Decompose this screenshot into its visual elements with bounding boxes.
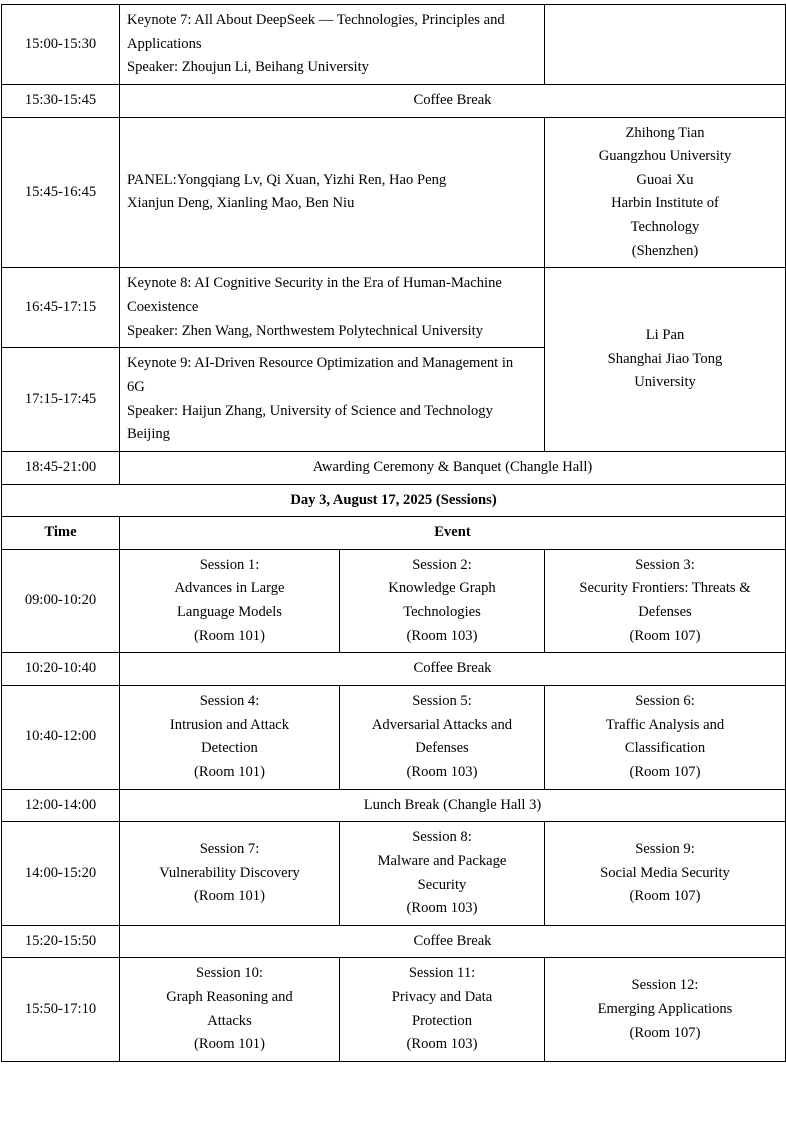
text-line: Session 9: bbox=[635, 841, 695, 858]
text-line: PANEL:Yongqiang Lv, Qi Xuan, Yizhi Ren, Hao Peng bbox=[127, 171, 447, 188]
break-label: Coffee Break bbox=[413, 932, 492, 949]
text-line: Advances in Large bbox=[174, 580, 285, 597]
column-header-event-label: Event bbox=[434, 524, 471, 541]
text-line: (Room 101) bbox=[194, 627, 265, 644]
session-cell bbox=[340, 958, 545, 1062]
table-row bbox=[2, 925, 786, 958]
time-cell bbox=[2, 84, 120, 117]
text-line: Shanghai Jiao Tong bbox=[607, 350, 723, 367]
time-label: 15:30-15:45 bbox=[24, 91, 97, 108]
time-label: 15:50-17:10 bbox=[24, 1000, 97, 1017]
text-line: Beijing bbox=[127, 426, 170, 443]
text-line: Security bbox=[417, 876, 467, 893]
text-line: (Room 101) bbox=[194, 763, 265, 780]
text-line: Session 1: bbox=[199, 556, 260, 573]
text-line: Graph Reasoning and bbox=[166, 989, 293, 1006]
text-line: Speaker: Haijun Zhang, University of Science and Technology bbox=[127, 402, 493, 419]
session-text bbox=[340, 686, 544, 789]
table-row bbox=[2, 958, 786, 1062]
text-line: (Room 107) bbox=[629, 627, 701, 644]
table-row bbox=[2, 5, 786, 85]
session-text bbox=[545, 966, 785, 1053]
table-row bbox=[2, 484, 786, 517]
text-line: Session 12: bbox=[631, 977, 699, 994]
time-cell bbox=[2, 5, 120, 85]
text-line: Security Frontiers: Threats & bbox=[579, 580, 751, 597]
keynote-89-chair-text bbox=[545, 320, 785, 399]
text-line: (Room 107) bbox=[629, 888, 701, 905]
time-cell bbox=[2, 451, 120, 484]
session-cell bbox=[340, 686, 545, 790]
text-line: Traffic Analysis and bbox=[605, 716, 725, 733]
table-header-row bbox=[2, 517, 786, 550]
text-line: Zhihong Tian bbox=[625, 124, 705, 141]
session-cell bbox=[545, 686, 786, 790]
text-line: Session 5: bbox=[412, 693, 472, 710]
text-line: Session 2: bbox=[412, 556, 472, 573]
text-line: Social Media Security bbox=[600, 864, 730, 881]
text-line: (Room 103) bbox=[406, 1036, 478, 1053]
text-line: Defenses bbox=[415, 740, 469, 757]
time-cell bbox=[2, 789, 120, 822]
column-header-time-label: Time bbox=[44, 524, 77, 541]
text-line: Harbin Institute of bbox=[611, 195, 719, 212]
session-cell bbox=[545, 958, 786, 1062]
text-line: Privacy and Data bbox=[391, 989, 493, 1006]
text-line: (Room 101) bbox=[194, 888, 265, 905]
session-cell bbox=[120, 686, 340, 790]
text-line: Keynote 7: All About DeepSeek — Technologies, Principles and bbox=[127, 12, 505, 28]
table-row bbox=[2, 822, 786, 926]
chair-empty bbox=[545, 29, 785, 61]
time-label: 15:45-16:45 bbox=[24, 183, 97, 200]
text-line: Session 3: bbox=[635, 556, 695, 573]
text-line: (Room 101) bbox=[194, 1036, 265, 1053]
chair-cell bbox=[545, 5, 786, 85]
time-cell bbox=[2, 653, 120, 686]
session-text bbox=[545, 686, 785, 789]
break-cell bbox=[120, 653, 786, 686]
session-cell bbox=[120, 958, 340, 1062]
table-row bbox=[2, 789, 786, 822]
panel-chair-text bbox=[545, 118, 785, 268]
text-line: Adversarial Attacks and bbox=[371, 716, 513, 733]
text-line: Session 6: bbox=[635, 693, 695, 710]
keynote-9-text bbox=[120, 348, 544, 451]
text-line: Keynote 9: AI-Driven Resource Optimization and Management in bbox=[127, 355, 514, 372]
column-header-event bbox=[120, 517, 786, 550]
time-cell bbox=[2, 348, 120, 452]
table-row bbox=[2, 451, 786, 484]
session-text bbox=[120, 958, 339, 1061]
conference-schedule-table bbox=[1, 4, 786, 1062]
event-cell bbox=[120, 5, 545, 85]
table-row bbox=[2, 686, 786, 790]
text-line: Emerging Applications bbox=[597, 1000, 733, 1017]
time-cell bbox=[2, 117, 120, 268]
time-label: 10:20-10:40 bbox=[24, 660, 97, 677]
text-line: Technology bbox=[630, 219, 700, 236]
time-label: 09:00-10:20 bbox=[24, 592, 97, 609]
day3-title: Day 3, August 17, 2025 (Sessions) bbox=[290, 491, 497, 508]
event-cell bbox=[120, 348, 545, 452]
text-line: Intrusion and Attack bbox=[169, 716, 290, 733]
text-line: Technologies bbox=[403, 604, 481, 621]
text-line: Classification bbox=[624, 740, 706, 757]
text-line: Keynote 8: AI Cognitive Security in the Era of Human-Machine bbox=[127, 275, 502, 292]
chair-cell bbox=[545, 117, 786, 268]
text-line: Detection bbox=[201, 740, 258, 757]
keynote-7-text bbox=[120, 5, 544, 84]
text-line: Xianjun Deng, Xianling Mao, Ben Niu bbox=[127, 195, 355, 212]
table-row bbox=[2, 84, 786, 117]
table-row bbox=[2, 549, 786, 653]
text-line: Attacks bbox=[207, 1012, 252, 1029]
text-line: Vulnerability Discovery bbox=[159, 864, 300, 881]
time-label: 17:15-17:45 bbox=[24, 390, 97, 407]
time-cell bbox=[2, 549, 120, 653]
text-line: Guangzhou University bbox=[598, 148, 732, 165]
text-line: Session 8: bbox=[412, 829, 472, 846]
text-line: Defenses bbox=[638, 604, 692, 621]
text-line: University bbox=[634, 374, 696, 391]
session-cell bbox=[545, 822, 786, 926]
text-line: Applications bbox=[127, 35, 202, 52]
day3-title-cell bbox=[2, 484, 786, 517]
table-row bbox=[2, 653, 786, 686]
keynote-8-text bbox=[120, 268, 544, 347]
column-header-time bbox=[2, 517, 120, 550]
session-text bbox=[120, 550, 339, 653]
break-label: Lunch Break (Changle Hall 3) bbox=[363, 796, 542, 813]
time-cell bbox=[2, 925, 120, 958]
text-line: (Room 107) bbox=[629, 1024, 701, 1041]
text-line: Malware and Package bbox=[377, 852, 507, 869]
time-label: 15:20-15:50 bbox=[24, 932, 97, 949]
text-line: Language Models bbox=[177, 604, 282, 621]
time-label: 18:45-21:00 bbox=[24, 458, 97, 475]
text-line: Speaker: Zhoujun Li, Beihang University bbox=[127, 59, 369, 76]
time-cell bbox=[2, 958, 120, 1062]
time-cell bbox=[2, 268, 120, 348]
banquet-cell bbox=[120, 451, 786, 484]
time-cell bbox=[2, 822, 120, 926]
table-row bbox=[2, 268, 786, 348]
session-text bbox=[120, 686, 339, 789]
session-cell bbox=[340, 822, 545, 926]
break-cell bbox=[120, 925, 786, 958]
session-text bbox=[545, 830, 785, 917]
text-line: (Shenzhen) bbox=[631, 242, 699, 259]
time-label: 14:00-15:20 bbox=[24, 864, 97, 881]
text-line: Guoai Xu bbox=[636, 171, 694, 188]
text-line: Coexistence bbox=[127, 299, 199, 316]
time-label: 16:45-17:15 bbox=[24, 299, 97, 316]
text-line: Protection bbox=[412, 1012, 472, 1029]
event-cell bbox=[120, 268, 545, 348]
time-label: 15:00-15:30 bbox=[24, 35, 97, 52]
text-line: Session 10: bbox=[196, 965, 263, 982]
text-line: (Room 103) bbox=[406, 763, 478, 780]
text-line: (Room 107) bbox=[629, 763, 701, 780]
session-text bbox=[340, 550, 544, 653]
session-text bbox=[340, 822, 544, 925]
session-cell bbox=[120, 822, 340, 926]
break-label: Coffee Break bbox=[413, 660, 492, 677]
break-label: Coffee Break bbox=[413, 91, 492, 108]
text-line: Knowledge Graph bbox=[388, 580, 496, 597]
text-line: Session 4: bbox=[199, 693, 260, 710]
session-text bbox=[340, 958, 544, 1061]
event-cell bbox=[120, 117, 545, 268]
panel-text bbox=[120, 157, 544, 228]
time-label: 10:40-12:00 bbox=[24, 728, 97, 745]
time-label: 12:00-14:00 bbox=[24, 796, 97, 813]
text-line: (Room 103) bbox=[406, 627, 478, 644]
text-line: Session 11: bbox=[408, 965, 476, 982]
time-cell bbox=[2, 686, 120, 790]
text-line: Speaker: Zhen Wang, Northwestem Polytechnical University bbox=[127, 322, 484, 339]
session-cell bbox=[120, 549, 340, 653]
table-row bbox=[2, 117, 786, 268]
banquet-label: Awarding Ceremony & Banquet (Changle Hall) bbox=[312, 458, 593, 475]
text-line: Session 7: bbox=[199, 841, 260, 858]
break-cell bbox=[120, 789, 786, 822]
text-line: Li Pan bbox=[645, 327, 685, 344]
session-text bbox=[120, 830, 339, 917]
chair-cell bbox=[545, 268, 786, 451]
session-cell bbox=[340, 549, 545, 653]
session-text bbox=[545, 550, 785, 653]
schedule-body bbox=[2, 5, 786, 1062]
break-cell bbox=[120, 84, 786, 117]
text-line: (Room 103) bbox=[406, 900, 478, 917]
text-line: 6G bbox=[127, 378, 145, 395]
session-cell bbox=[545, 549, 786, 653]
